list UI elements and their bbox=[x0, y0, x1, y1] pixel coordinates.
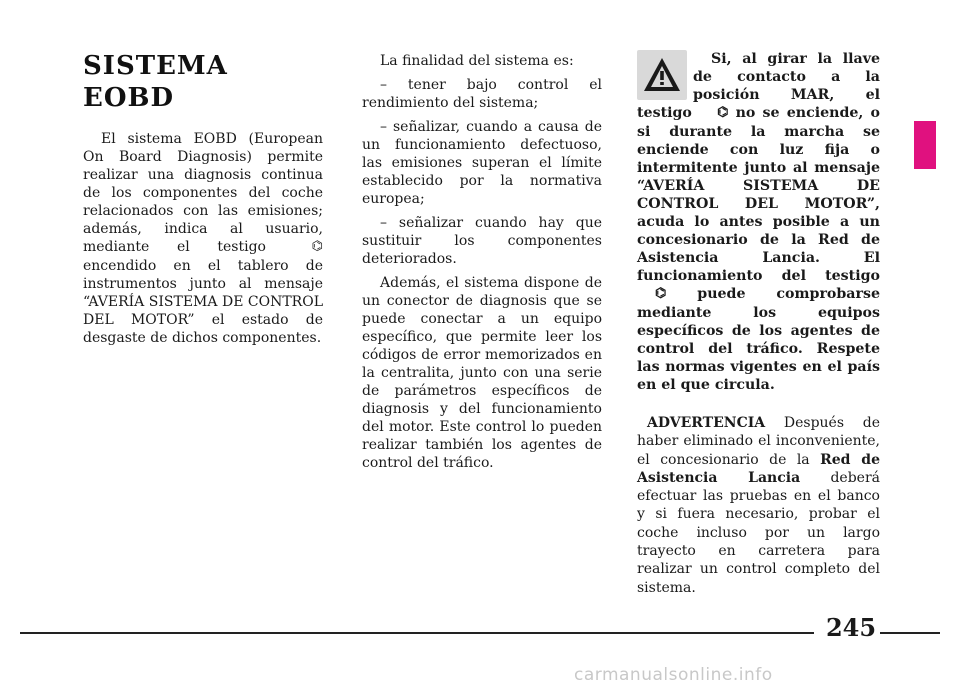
warning-text-1: Si, al girar la llave de contacto a la posición MAR, el testigo bbox=[637, 51, 880, 121]
advertencia-text-2: deberá efectuar las pruebas en el banco y si fuera necesario, probar el coche incluso por un largo trayecto en carretera para realizar un control completo del sistema. bbox=[637, 469, 881, 596]
intro-paragraph bbox=[83, 130, 323, 347]
warning-text bbox=[637, 50, 880, 394]
column-2 bbox=[362, 52, 602, 478]
warning-text-2: no se enciende, o si durante la marcha se enciende con luz fija o intermitente junto al mensaje “AVERÍA SISTEMA DE CONTROL DEL MOTOR”, acuda lo antes posible a un concesionario de la Red de Asistencia Lancia. El funcionamiento del testigo bbox=[637, 105, 880, 284]
page-number: 245 bbox=[825, 613, 877, 642]
warning-triangle-icon bbox=[637, 50, 687, 100]
footer-rule-left bbox=[20, 632, 814, 634]
intro-text-2: encendido en el tablero de instrumentos junto al mensaje “AVERÍA SISTEMA DE CONTROL DEL MOTOR” el estado de desgaste de dichos componentes. bbox=[83, 258, 323, 346]
engine-warning-icon: ⌬ bbox=[717, 105, 729, 120]
section-tab-marker bbox=[914, 121, 936, 169]
page-title: SISTEMA EOBD bbox=[83, 51, 228, 113]
advertencia-text-1: Después de haber eliminado el inconveniente, el concesionario de la bbox=[637, 415, 881, 468]
warning-text-3: puede comprobarse mediante los equipos específicos de los agentes de control del tráfico. Respete las normas vigentes en el país en el que circula. bbox=[637, 286, 880, 393]
intro-text-1: El sistema EOBD (European On Board Diagnosis) permite realizar una diagnosis continua de los componentes del coche relacionados con las emisiones; además, indica al usuario, mediante el testigo bbox=[83, 131, 323, 255]
advertencia-text bbox=[637, 414, 880, 597]
footer-rule-right bbox=[880, 632, 940, 634]
advertencia-bold: Red de Asistencia Lancia bbox=[637, 451, 880, 486]
warning-block bbox=[637, 50, 880, 400]
paragraph-purpose: La finalidad del sistema es: bbox=[380, 53, 574, 69]
paragraph-item-2: – señalizar, cuando a causa de un funcionamiento defectuoso, las emisiones superan el límite establecido por la normativa europea; bbox=[362, 119, 602, 207]
engine-warning-icon: ⌬ bbox=[655, 286, 667, 301]
engine-warning-icon: ⌬ bbox=[311, 239, 323, 254]
advertencia-block bbox=[637, 414, 880, 597]
paragraph-item-3: – señalizar cuando hay que sustituir los componentes deteriorados. bbox=[362, 215, 602, 267]
watermark: carmanualsonline.info bbox=[574, 665, 773, 685]
paragraph-connector: Además, el sistema dispone de un conector de diagnosis que se puede conectar a un equipo específico, que permite leer los códigos de error memorizados en la centralita, junto con una serie de parámetros específicos de diagnosis y del funcionamiento del motor. Este control lo pueden realizar también los agentes de control del tráfico. bbox=[362, 275, 602, 471]
paragraph-item-1: – tener bajo control el rendimiento del sistema; bbox=[362, 77, 602, 111]
column-1 bbox=[83, 50, 323, 353]
advertencia-label: ADVERTENCIA bbox=[647, 415, 766, 431]
